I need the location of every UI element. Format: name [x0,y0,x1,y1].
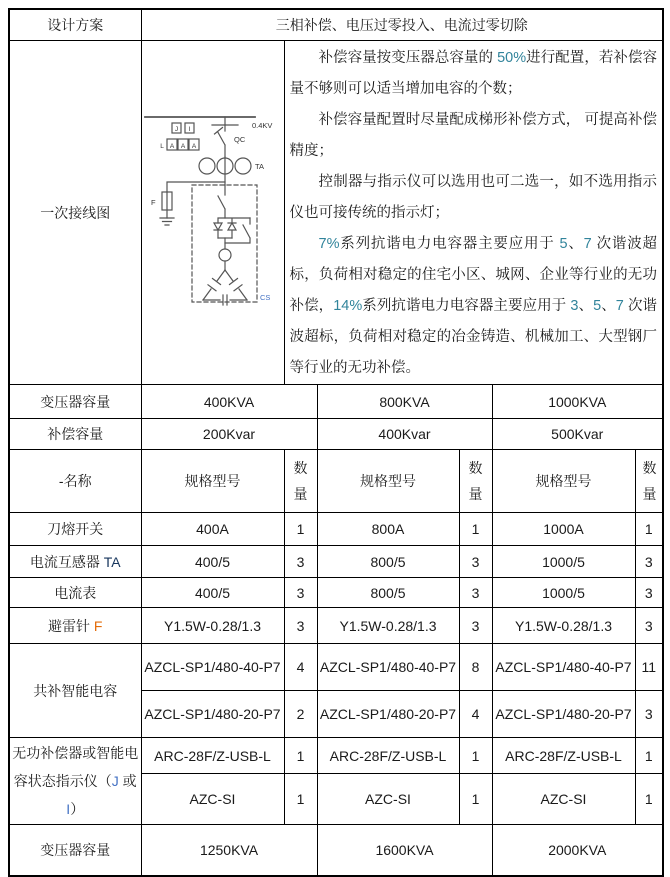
qty-cell: 11 [635,644,663,691]
capacity-cell: 800KVA [317,385,492,419]
f-label: F [150,198,156,207]
capacity-cell: 1000KVA [492,385,663,419]
qty-cell: 3 [284,608,317,644]
qty-cell: 1 [459,774,492,825]
equipment-row [9,546,663,578]
spec-cell: AZC-SI [492,774,635,825]
capacity-cell: 400KVA [141,385,317,419]
cs-label: CS [259,293,270,302]
reactor-symbol [219,249,231,261]
spec-cell: AZCL-SP1/480-40-P7 [317,644,459,691]
note-paragraph: 补偿容量按变压器总容量的 50%进行配置，若补偿容量不够则可以适当增加电容的个数； [289,50,658,97]
qty-cell: 3 [284,578,317,608]
design-scheme-row [9,9,663,41]
qty-cell: 1 [635,513,663,546]
qty-cell: 3 [635,546,663,578]
qty-cell: 3 [635,578,663,608]
spec-table [8,8,664,877]
spec-cell: Y1.5W-0.28/1.3 [141,608,284,644]
qty-cell: 1 [635,774,663,825]
ta-label: TA [254,162,264,171]
qty-cell: 8 [459,644,492,691]
i-box-label: I [188,126,190,133]
qty-cell: 1 [284,513,317,546]
spec-cell: 400A [141,513,284,546]
ground-symbol [160,218,174,225]
qty-header: 数量 [459,450,492,513]
row-label: 电流互感器 TA [9,546,141,578]
note-paragraph: 补偿容量配置时尽量配成梯形补偿方式， 可提高补偿精度； [289,112,657,159]
row-label: 补偿容量 [9,419,141,450]
name-header: -名称 [9,450,141,513]
transformer-capacity-row [9,385,663,419]
spec-cell: AZCL-SP1/480-20-P7 [317,691,459,738]
capacity-cell: 1250KVA [141,825,317,877]
indicator-group-row-a [9,738,663,774]
qc-label: QC [233,135,245,144]
note-paragraph: 7%系列抗谐电力电容器主要应用于 5、7 次谐波超标，负荷相对稳定的住宅小区、城网、企业等行业的无功补偿，14%系列抗谐电力电容器主要应用于 3、5、7 次谐波超标，负荷相对稳定的冶金铸造、机械加工、大型钢厂等行业的无功补偿。 [289,236,658,376]
a-box-label: A [191,143,196,150]
design-notes [284,41,663,385]
note-paragraph: 控制器与指示仪可以选用也可二选一，如不选用指示仪也可接传统的指示灯； [289,174,657,221]
spec-cell: 800/5 [317,578,459,608]
spec-cell: 1000/5 [492,578,635,608]
row-label: 电流表 [9,578,141,608]
qty-cell: 1 [284,738,317,774]
l-label: L [159,143,164,150]
spec-cell: 400/5 [141,578,284,608]
capacity-cell: 500Kvar [492,419,663,450]
a-box-label: A [169,143,174,150]
capacity-cell: 2000KVA [492,825,663,877]
spec-header: 规格型号 [141,450,284,513]
voltage-label: 0.4KV [251,121,272,130]
design-scheme-label: 设计方案 [9,9,141,41]
ct-circle [199,158,215,174]
spec-cell: 800A [317,513,459,546]
j-box-label: J [174,126,178,133]
spec-cell: 800/5 [317,546,459,578]
columns-header-row [9,450,663,513]
qty-cell: 3 [459,578,492,608]
one-line-diagram [141,41,284,385]
spec-cell: AZC-SI [141,774,284,825]
spec-cell: 400/5 [141,546,284,578]
qty-cell: 3 [635,608,663,644]
spec-cell: 1000A [492,513,635,546]
qty-cell: 1 [459,513,492,546]
qty-header: 数量 [284,450,317,513]
capacity-cell: 200Kvar [141,419,317,450]
row-label: 共补智能电容 [9,644,141,738]
thyristor-symbol [214,223,222,238]
qty-header: 数量 [635,450,663,513]
qty-cell: 2 [284,691,317,738]
spec-cell: AZC-SI [317,774,459,825]
spec-cell: AZCL-SP1/480-40-P7 [492,644,635,691]
spec-cell: ARC-28F/Z-USB-L [317,738,459,774]
spec-cell: ARC-28F/Z-USB-L [141,738,284,774]
wiring-diagram-row [9,41,663,385]
row-label: 无功补偿器或智能电容状态指示仪（J 或 I） [9,738,141,825]
qty-cell: 4 [284,644,317,691]
equipment-row [9,578,663,608]
qty-cell: 1 [459,738,492,774]
spec-cell: AZCL-SP1/480-20-P7 [492,691,635,738]
ct-circle [235,158,251,174]
row-label: 变压器容量 [9,385,141,419]
spec-header: 规格型号 [492,450,635,513]
qty-cell: 3 [635,691,663,738]
row-label: 变压器容量 [9,825,141,877]
qty-cell: 3 [284,546,317,578]
spec-header: 规格型号 [317,450,459,513]
capacity-cell: 400Kvar [317,419,492,450]
capacity-cell: 1600KVA [317,825,492,877]
spec-cell: ARC-28F/Z-USB-L [492,738,635,774]
spec-cell: Y1.5W-0.28/1.3 [492,608,635,644]
equipment-row [9,513,663,546]
design-scheme-value: 三相补偿、电压过零投入、电流过零切除 [141,9,663,41]
wiring-diagram-label: 一次接线图 [9,41,141,385]
qty-cell: 4 [459,691,492,738]
one-line-diagram-svg [142,55,285,367]
capacitor-group-row-a [9,644,663,691]
spec-cell: 1000/5 [492,546,635,578]
qty-cell: 3 [459,546,492,578]
compensation-capacity-row [9,419,663,450]
row-label: 刀熔开关 [9,513,141,546]
a-box-label: A [180,143,185,150]
qty-cell: 1 [635,738,663,774]
equipment-row [9,608,663,644]
qty-cell: 1 [284,774,317,825]
footer-transformer-capacity-row [9,825,663,877]
spec-cell: AZCL-SP1/480-40-P7 [141,644,284,691]
spec-cell: Y1.5W-0.28/1.3 [317,608,459,644]
thyristor-symbol [228,223,236,238]
row-label: 避雷针 F [9,608,141,644]
qty-cell: 3 [459,608,492,644]
spec-cell: AZCL-SP1/480-20-P7 [141,691,284,738]
